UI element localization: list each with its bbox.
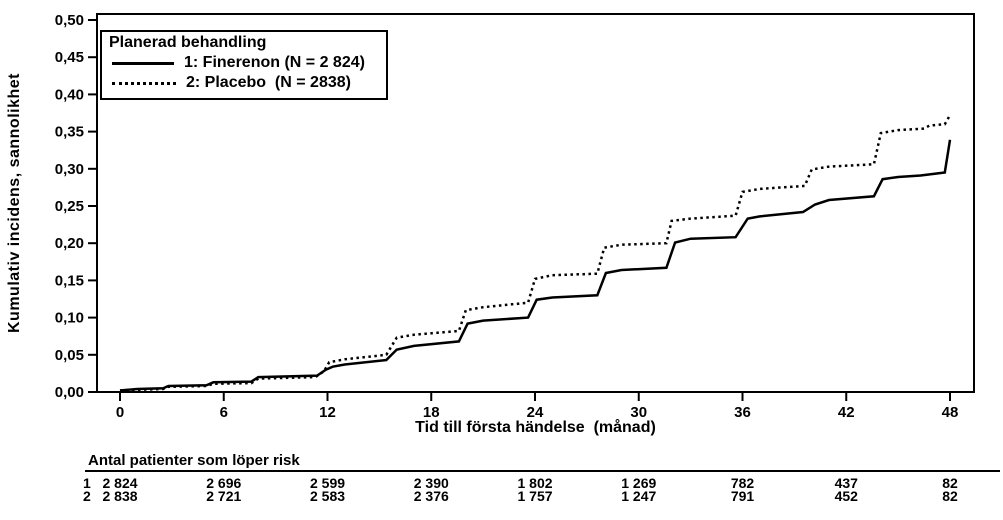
legend-title: Planerad behandling <box>109 34 267 51</box>
risk-value: 1 247 <box>621 488 657 504</box>
y-tick-label: 0,10 <box>54 309 84 327</box>
risk-value: 437 <box>834 475 858 491</box>
risk-value: 782 <box>730 475 755 491</box>
x-tick-label: 42 <box>837 404 855 421</box>
x-axis-title: Tid till första händelse (månad) <box>415 419 656 436</box>
risk-value: 2 721 <box>206 488 242 504</box>
risk-value: 2 390 <box>413 475 449 491</box>
x-tick-label: 30 <box>630 404 648 421</box>
legend-entry-placebo <box>112 73 386 93</box>
risk-value: 82 <box>942 475 958 491</box>
x-tick-label: 36 <box>734 404 751 421</box>
legend-label-placebo: 2: Placebo (N = 2838) <box>186 74 351 91</box>
risk-value: 82 <box>942 488 958 504</box>
series-line-placebo <box>120 115 950 390</box>
y-tick-label: 0,30 <box>54 160 84 178</box>
series-line-finerenon <box>120 140 950 391</box>
risk-table-title: Antal patienter som löper risk <box>88 452 300 469</box>
y-tick-label: 0,15 <box>54 272 84 290</box>
x-tick-label: 6 <box>219 404 228 421</box>
x-tick-label: 12 <box>319 404 336 421</box>
legend-entry-finerenon <box>112 53 386 73</box>
risk-value: 2 583 <box>309 488 346 504</box>
y-tick-label: 0,50 <box>54 12 84 29</box>
risk-value: 791 <box>730 488 755 504</box>
risk-value: 2 838 <box>102 488 138 504</box>
y-tick-label: 0,20 <box>54 235 84 253</box>
y-tick-label: 0,05 <box>54 346 84 364</box>
risk-row-label: 2 <box>83 488 91 504</box>
risk-row-label: 1 <box>83 475 91 491</box>
legend-label-finerenon: 1: Finerenon (N = 2 824) <box>184 54 365 71</box>
solid-line-swatch-icon <box>112 62 174 65</box>
risk-value: 1 269 <box>621 475 657 491</box>
x-tick-label: 24 <box>526 404 544 421</box>
x-tick-label: 0 <box>115 404 125 421</box>
risk-table-row <box>0 475 1003 489</box>
y-tick-label: 0,35 <box>54 123 84 141</box>
y-tick-label: 0,45 <box>54 49 84 67</box>
legend-box <box>100 30 388 100</box>
dashed-line-swatch-icon <box>112 82 176 85</box>
risk-value: 2 376 <box>413 488 449 504</box>
x-tick-label: 48 <box>941 404 959 421</box>
risk-value: 2 599 <box>309 475 346 491</box>
y-tick-label: 0,40 <box>54 86 84 104</box>
y-tick-label: 0,25 <box>54 198 84 215</box>
x-tick-label: 18 <box>422 404 440 421</box>
risk-value: 2 696 <box>206 475 242 491</box>
risk-value: 1 802 <box>517 475 553 491</box>
risk-table-row <box>0 488 1003 502</box>
y-tick-label: 0,00 <box>54 384 84 401</box>
risk-value: 452 <box>834 488 858 504</box>
risk-value: 2 824 <box>102 475 138 491</box>
y-axis-title <box>2 14 28 392</box>
risk-table-rule <box>85 470 1000 472</box>
y-axis-title-text: Kumulativ incidens, sannolikhet <box>6 73 23 333</box>
risk-value: 1 757 <box>517 488 553 504</box>
